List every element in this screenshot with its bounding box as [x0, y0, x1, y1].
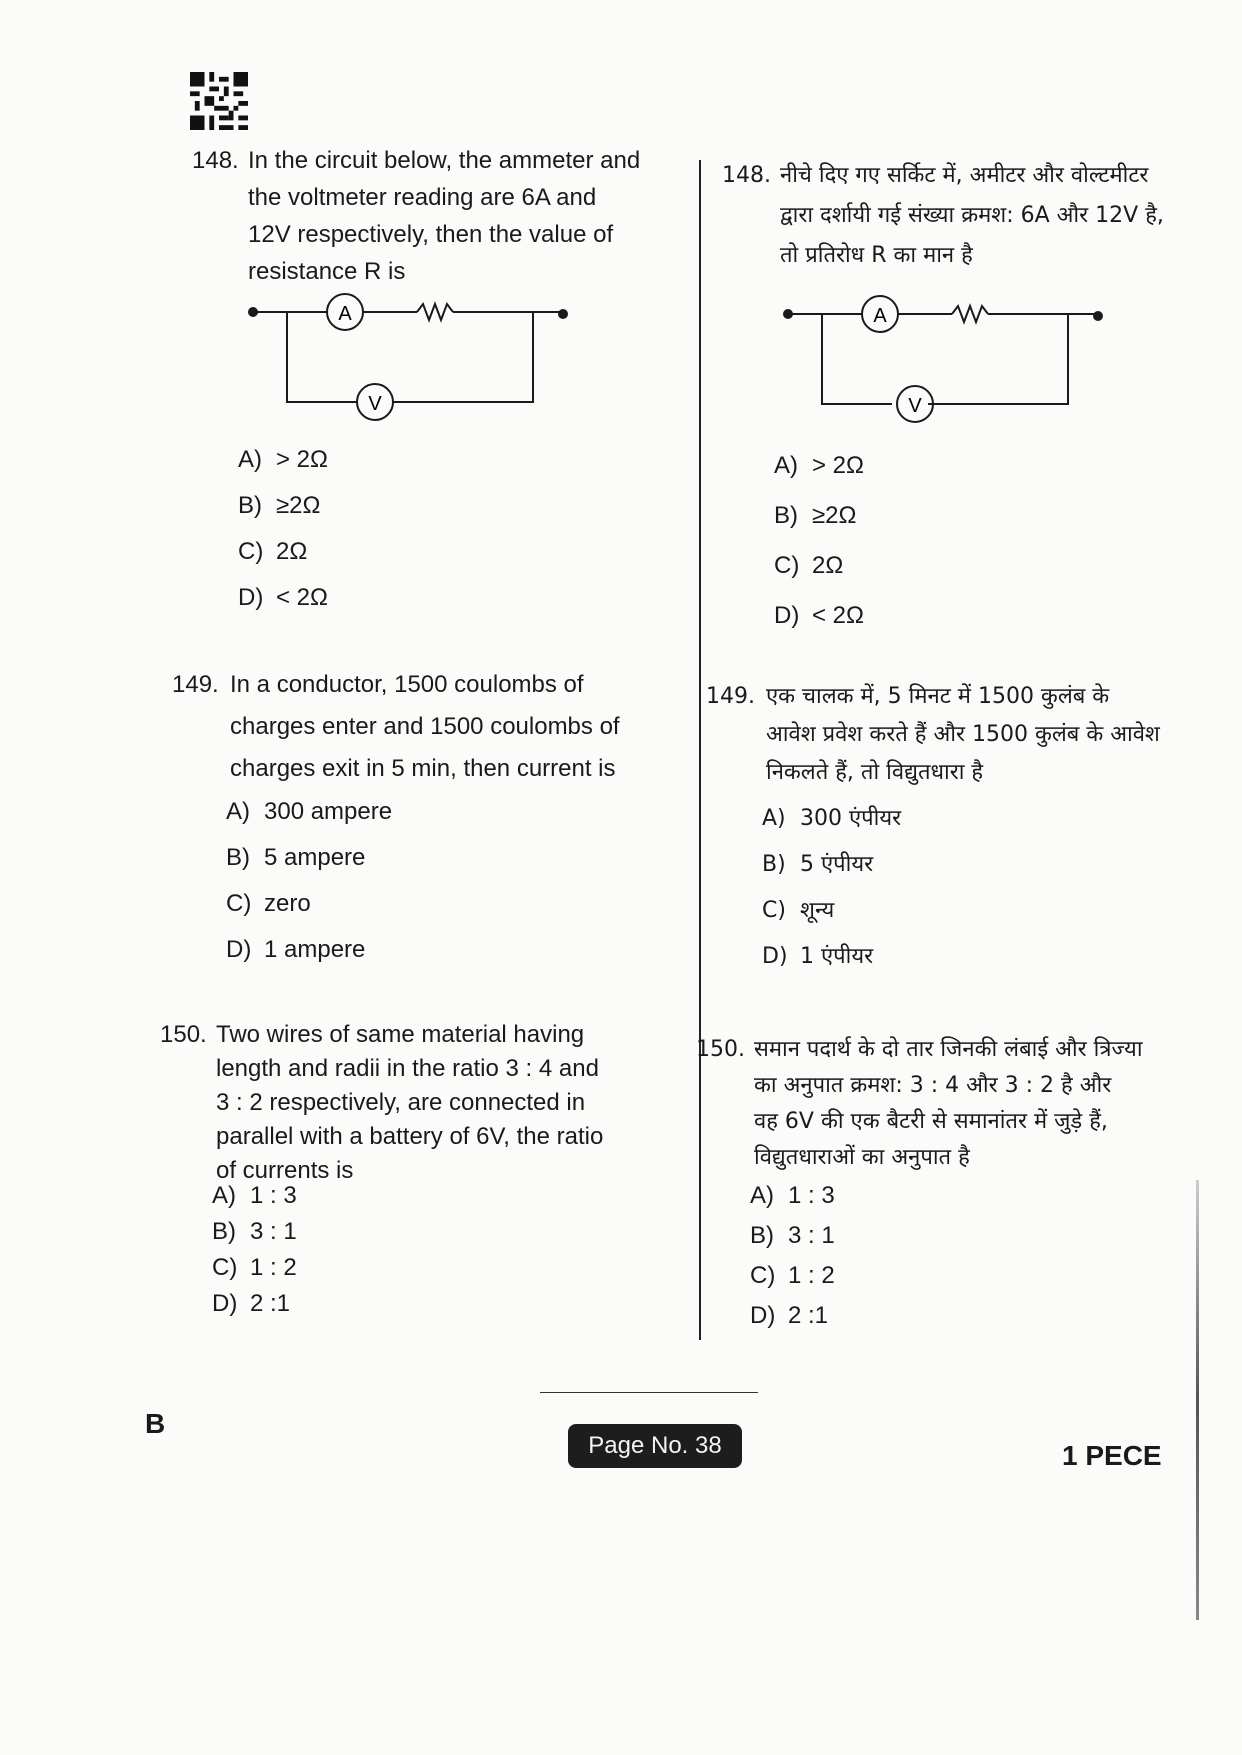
- option-a[interactable]: [238, 446, 328, 474]
- option-value: > 2Ω: [276, 446, 328, 473]
- option-label: B): [212, 1218, 236, 1245]
- option-value: < 2Ω: [812, 602, 864, 629]
- option-d[interactable]: [238, 584, 328, 612]
- circuit-diagram-en: [245, 290, 580, 430]
- option-value: 1 : 2: [250, 1254, 297, 1281]
- option-label: D): [750, 1302, 776, 1329]
- option-a[interactable]: [750, 1182, 835, 1210]
- question-number: 150.: [696, 1037, 745, 1062]
- option-label: C): [774, 552, 800, 579]
- question-number: 149.: [172, 671, 219, 698]
- option-c[interactable]: [238, 538, 307, 566]
- question-number: 150.: [160, 1021, 207, 1048]
- option-value: > 2Ω: [812, 452, 864, 479]
- option-label: C): [762, 898, 786, 923]
- option-label: A): [774, 452, 798, 479]
- option-label: A): [750, 1182, 774, 1209]
- option-b[interactable]: [750, 1222, 835, 1250]
- question-number: 149.: [706, 684, 755, 709]
- ammeter-label: A: [338, 303, 352, 325]
- option-value: 1 ampere: [264, 936, 366, 963]
- option-d[interactable]: [774, 602, 864, 630]
- option-label: C): [226, 890, 252, 917]
- option-c[interactable]: [762, 894, 834, 924]
- option-value: 3 : 1: [788, 1222, 835, 1249]
- option-value: 1 : 2: [788, 1262, 835, 1289]
- option-c[interactable]: [212, 1254, 297, 1282]
- option-b[interactable]: [212, 1218, 297, 1246]
- option-b[interactable]: [226, 844, 365, 872]
- footer-rule: [540, 1392, 758, 1393]
- option-a[interactable]: [212, 1182, 297, 1210]
- question-text: समान पदार्थ के दो तार जिनकी लंबाई और त्रिज्या का अनुपात क्रमश: 3 : 4 और 3 : 2 है और वह 6V की एक बैटरी से समानांतर में जुड़े हैं, विद्युतधाराओं का अनुपात है: [754, 1037, 1143, 1170]
- option-label: D): [226, 936, 252, 963]
- paper-code: 1 PECE: [1062, 1440, 1162, 1471]
- option-value: ≥2Ω: [812, 502, 857, 529]
- option-label: B): [762, 852, 786, 877]
- option-value: 1 : 3: [250, 1182, 297, 1209]
- circuit-diagram-hi: [780, 290, 1115, 430]
- page-number-badge: Page No. 38: [568, 1424, 742, 1468]
- qr-code: [190, 72, 248, 130]
- option-label: C): [212, 1254, 238, 1281]
- option-value: 1 एंपीयर: [800, 944, 874, 969]
- option-value: 300 एंपीयर: [800, 806, 902, 831]
- question-text: In the circuit below, the ammeter and the voltmeter reading are 6A and 12V respectively, then the value of resistance R is: [248, 147, 641, 285]
- option-a[interactable]: [762, 802, 901, 832]
- set-letter: B: [145, 1408, 166, 1439]
- option-value: ≥2Ω: [276, 492, 321, 519]
- option-label: A): [238, 446, 262, 473]
- option-c[interactable]: [750, 1262, 835, 1290]
- question-text: In a conductor, 1500 coulombs of charges enter and 1500 coulombs of charges exit in 5 min, then current is: [230, 671, 620, 782]
- option-value: 5 एंपीयर: [800, 852, 874, 877]
- option-label: A): [762, 806, 786, 831]
- option-c[interactable]: [774, 552, 843, 580]
- option-label: D): [762, 944, 788, 969]
- question-text: एक चालक में, 5 मिनट में 1500 कुलंब के आवेश प्रवेश करते हैं और 1500 कुलंब के आवेश निकलते हैं, तो विद्युतधारा है: [766, 684, 1160, 785]
- option-label: A): [226, 798, 250, 825]
- option-label: B): [750, 1222, 774, 1249]
- option-label: D): [212, 1290, 238, 1317]
- option-value: < 2Ω: [276, 584, 328, 611]
- ammeter-label: A: [873, 305, 887, 327]
- column-divider: [699, 160, 701, 1340]
- option-d[interactable]: [226, 936, 365, 964]
- option-value: 5 ampere: [264, 844, 366, 871]
- question-text: Two wires of same material having length and radii in the ratio 3 : 4 and 3 : 2 respectively, are connected in parallel with a battery of 6V, the ratio of currents is: [216, 1021, 604, 1184]
- option-label: B): [774, 502, 798, 529]
- option-a[interactable]: [226, 798, 392, 826]
- option-d[interactable]: [750, 1302, 828, 1330]
- option-a[interactable]: [774, 452, 864, 480]
- page-edge-shadow: [1196, 1180, 1199, 1620]
- option-value: zero: [264, 890, 311, 917]
- option-d[interactable]: [212, 1290, 290, 1318]
- option-label: D): [238, 584, 264, 611]
- option-label: D): [774, 602, 800, 629]
- option-value: 1 : 3: [788, 1182, 835, 1209]
- option-b[interactable]: [774, 502, 856, 530]
- question-number: 148.: [192, 147, 239, 174]
- option-label: C): [750, 1262, 776, 1289]
- voltmeter-label: V: [368, 393, 382, 415]
- option-label: B): [226, 844, 250, 871]
- option-value: 2 :1: [250, 1290, 291, 1317]
- question-text: नीचे दिए गए सर्किट में, अमीटर और वोल्टमीटर द्वारा दर्शायी गई संख्या क्रमश: 6A और 12V है, तो प्रतिरोध R का मान है: [780, 163, 1164, 268]
- option-value: 2Ω: [812, 552, 844, 579]
- option-label: C): [238, 538, 264, 565]
- option-value: 300 ampere: [264, 798, 393, 825]
- voltmeter-label: V: [908, 395, 922, 417]
- option-value: 2 :1: [788, 1302, 829, 1329]
- option-value: शून्य: [800, 898, 835, 923]
- option-value: 3 : 1: [250, 1218, 297, 1245]
- question-number: 148.: [722, 163, 771, 188]
- option-label: B): [238, 492, 262, 519]
- option-d[interactable]: [762, 940, 873, 970]
- option-value: 2Ω: [276, 538, 308, 565]
- option-b[interactable]: [238, 492, 320, 520]
- option-c[interactable]: [226, 890, 311, 918]
- option-label: A): [212, 1182, 236, 1209]
- option-b[interactable]: [762, 848, 873, 878]
